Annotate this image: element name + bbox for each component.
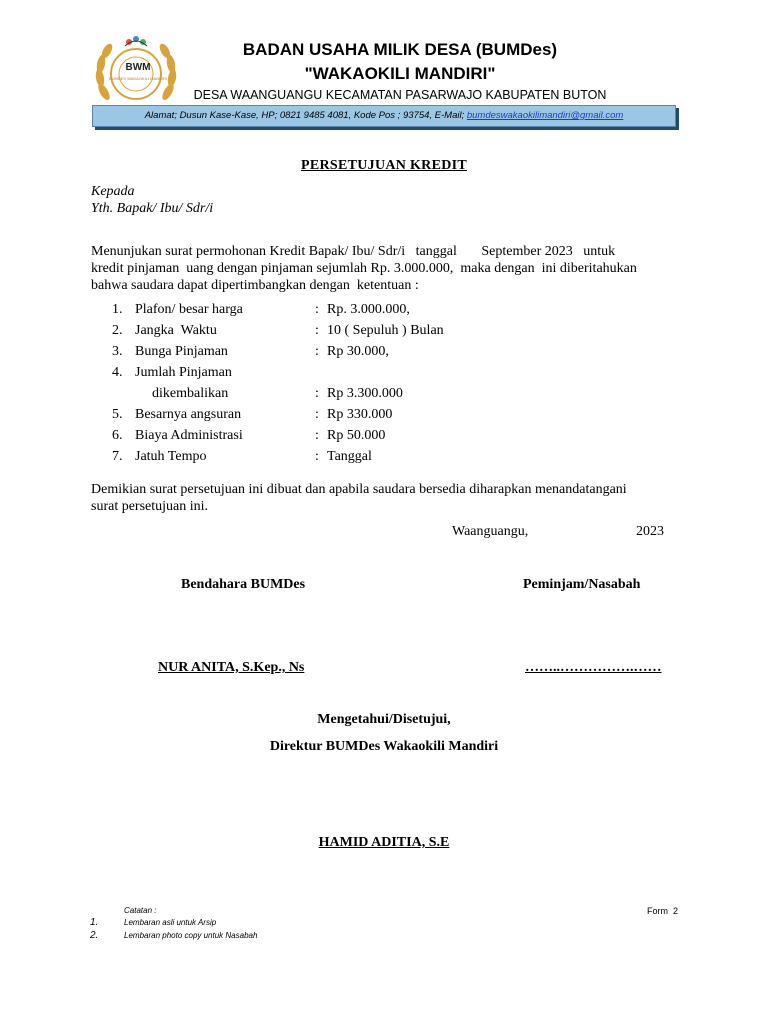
director-title: Direktur BUMDes Wakaokili Mandiri: [269, 739, 499, 754]
year: 2023: [636, 524, 664, 539]
term-colon: :: [315, 428, 319, 443]
term-value: Rp. 3.000.000,: [327, 302, 410, 317]
footer-item-text: Lembaran photo copy untuk Nasabah: [124, 931, 258, 940]
term-label: Jangka Waktu: [135, 323, 217, 338]
org-name: BADAN USAHA MILIK DESA (BUMDes): [242, 40, 558, 59]
footer-item-num: 1.: [90, 917, 99, 928]
term-num: 3.: [112, 344, 123, 359]
term-label: Bunga Pinjaman: [135, 344, 228, 359]
term-colon: :: [315, 407, 319, 422]
borrower-title: Peminjam/Nasabah: [523, 577, 641, 592]
term-colon: :: [315, 302, 319, 317]
org-subname: "WAKAOKILI MANDIRI": [304, 64, 496, 83]
term-colon: :: [315, 344, 319, 359]
logo-ring-text: BUMDES WAKAOKILI MANDIRI: [108, 76, 168, 81]
closing-line-1: Demikian surat persetujuan ini dibuat dan apabila saudara bersedia diharapkan menandatangani: [91, 482, 627, 497]
footer-item-text: Lembaran asli untuk Arsip: [124, 918, 217, 927]
closing-line-2: surat persetujuan ini.: [91, 499, 209, 514]
term-label: Jumlah Pinjaman: [135, 365, 232, 380]
term-label: Jatuh Tempo: [135, 449, 207, 464]
email-link[interactable]: bumdeswakaokilimandiri@gmail.com: [466, 110, 624, 121]
recipient: Yth. Bapak/ Ibu/ Sdr/i: [91, 201, 214, 216]
place: Waanguangu,: [452, 524, 529, 539]
salutation: Kepada: [91, 184, 135, 199]
document-title: PERSETUJUAN KREDIT: [300, 158, 468, 173]
term-label: Biaya Administrasi: [135, 428, 243, 443]
term-num: 2.: [112, 323, 123, 338]
term-colon: :: [315, 386, 319, 401]
term-value: Rp 3.300.000: [327, 386, 403, 401]
approval-label: Mengetahui/Disetujui,: [317, 712, 451, 727]
org-location: DESA WAANGUANGU KECAMATAN PASARWAJO KABUPATEN BUTON: [193, 88, 607, 102]
intro-line-1: Menunjukan surat permohonan Kredit Bapak/ Ibu/ Sdr/i tanggal September 2023 untuk: [91, 244, 616, 259]
term-colon: :: [315, 449, 319, 464]
term-label-cont: dikembalikan: [152, 386, 229, 401]
term-label: Plafon/ besar harga: [135, 302, 243, 317]
borrower-name-placeholder: ……..…………….……: [525, 660, 662, 675]
term-num: 7.: [112, 449, 123, 464]
term-num: 4.: [112, 365, 123, 380]
footer-note: Catatan :: [124, 906, 157, 915]
term-num: 6.: [112, 428, 123, 443]
term-num: 5.: [112, 407, 123, 422]
address-bar: [92, 105, 676, 127]
term-value: Rp 330.000: [327, 407, 393, 422]
director-name: HAMID ADITIA, S.E: [318, 835, 450, 850]
term-value: Tanggal: [327, 449, 372, 464]
intro-line-3: bahwa saudara dapat dipertimbangkan dengan ketentuan :: [91, 278, 419, 293]
treasurer-title: Bendahara BUMDes: [181, 577, 306, 592]
logo-text: BWM: [125, 62, 151, 73]
form-number: Form 2: [647, 906, 679, 916]
term-num: 1.: [112, 302, 123, 317]
intro-line-2: kredit pinjaman uang dengan pinjaman sejumlah Rp. 3.000.000, maka dengan ini diberitahukan: [91, 261, 637, 276]
term-colon: :: [315, 323, 319, 338]
address-text: Alamat; Dusun Kase-Kase, HP; 0821 9485 4081, Kode Pos ; 93754, E-Mail;: [144, 110, 465, 121]
footer-item-num: 2.: [90, 930, 99, 941]
term-label: Besarnya angsuran: [135, 407, 242, 422]
term-value: Rp 50.000: [327, 428, 386, 443]
term-value: 10 ( Sepuluh ) Bulan: [327, 323, 444, 338]
treasurer-name: NUR ANITA, S.Kep., Ns: [158, 660, 305, 675]
term-value: Rp 30.000,: [327, 344, 389, 359]
